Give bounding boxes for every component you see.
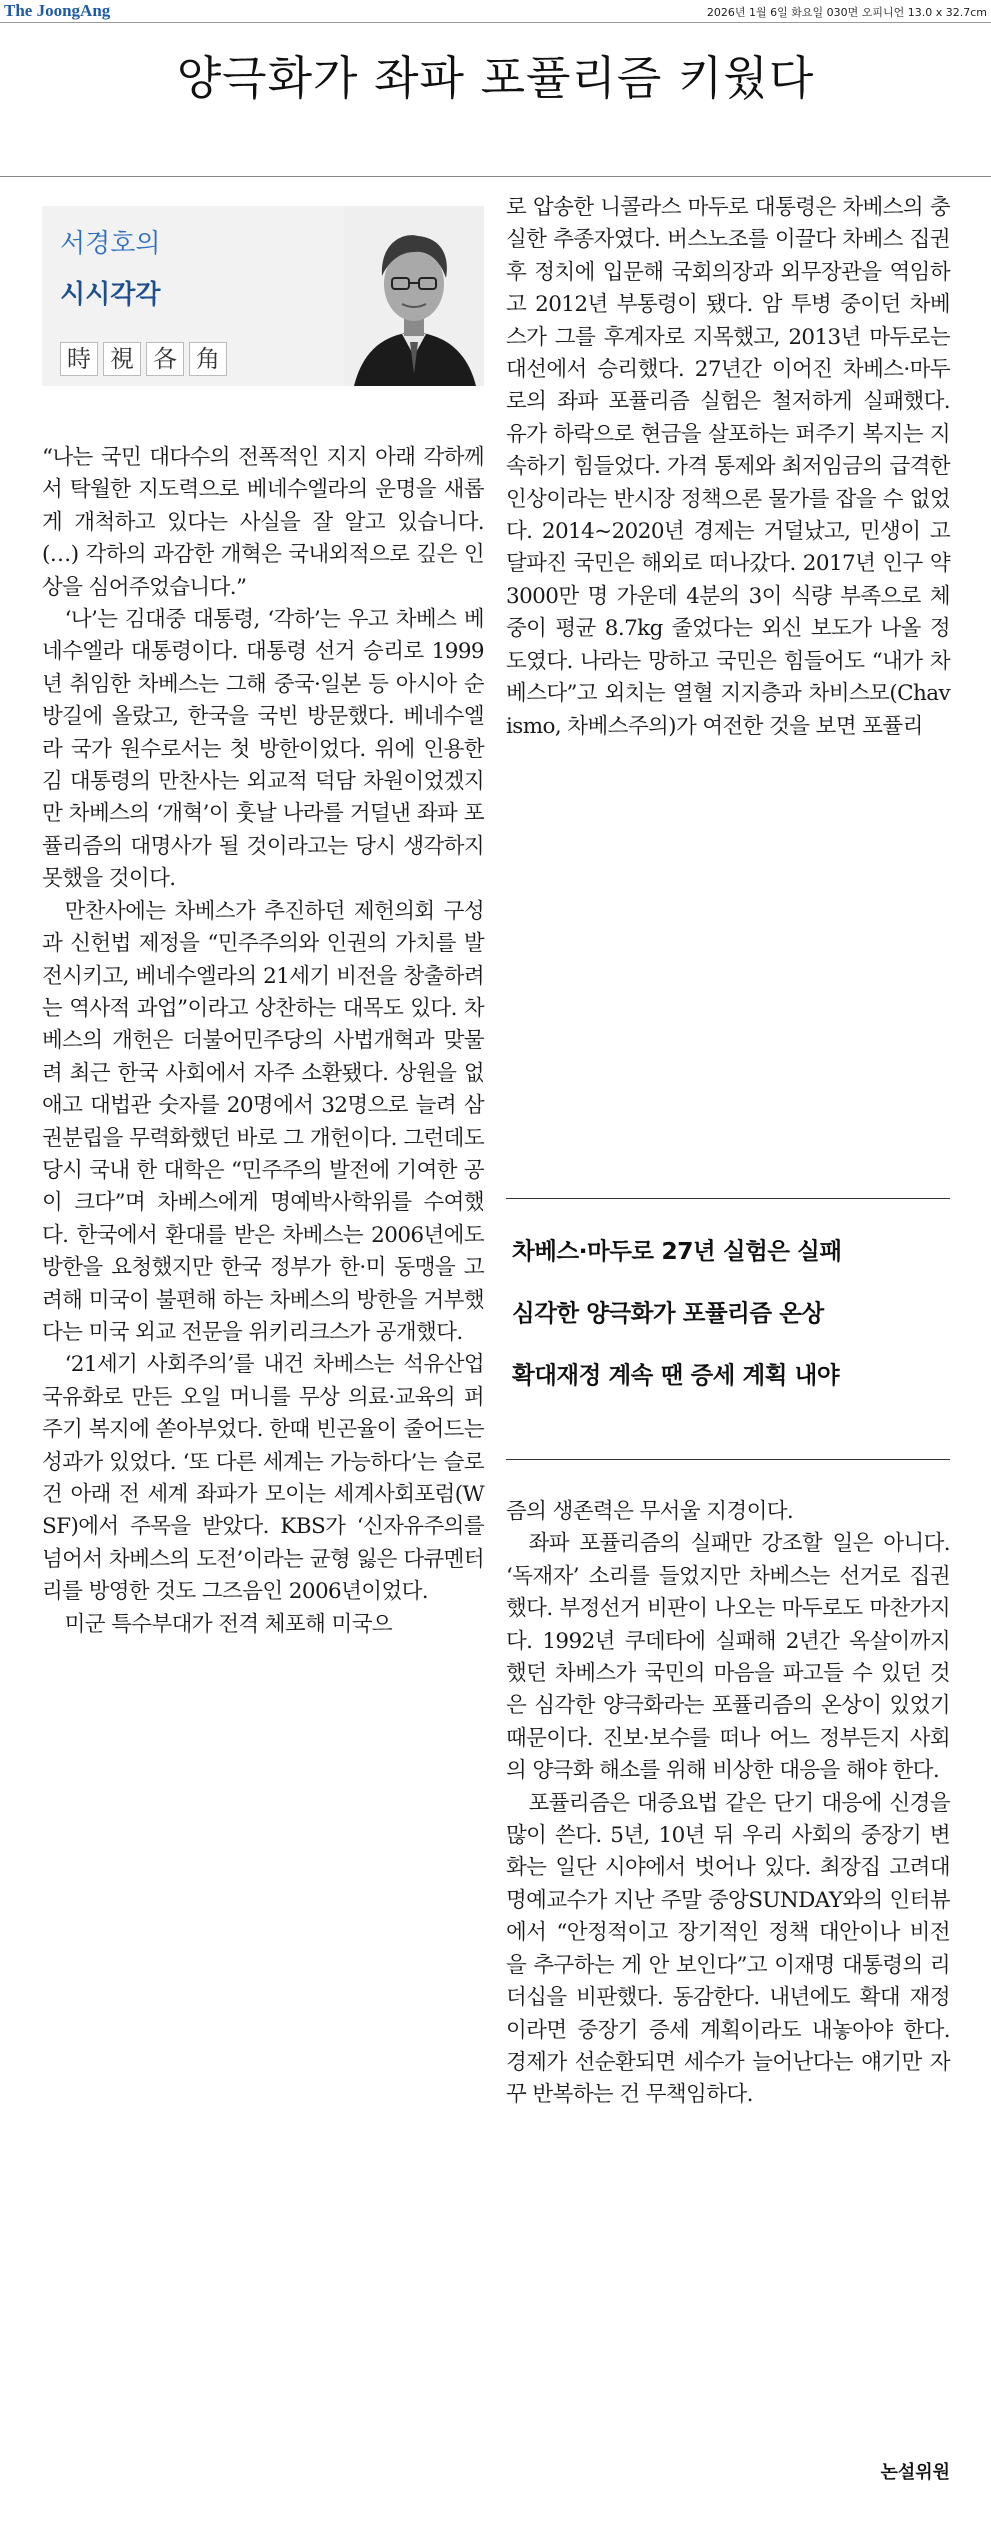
pull-quote-line: 차베스·마두로 27년 실험은 실패 [512, 1237, 842, 1265]
edition-info: 2026년 1월 6일 화요일 030면 오피니언 13.0 x 32.7cm [706, 6, 987, 19]
article-paragraph: 좌파 포퓰리즘의 실패만 강조할 일은 아니다. ‘독재자’ 소리를 들었지만 차베스는 선거로 집권했다. 부정선거 비판이 나오는 마두로도 마찬가지다. 1992년 쿠데타에 실패해 2년간 옥살이까지 했던 차베스가 국민의 마음을 파고들 수 있던 것은 심각한 양극화라는 포퓰리즘의 온상이 있었기 때문이다. 진보·보수를 떠나 어느 정부든지 사회의 양극화 해소를 위해 비상한 대응을 해야 한다. [506, 1531, 950, 1784]
headline: 양극화가 좌파 포퓰리즘 키웠다 [176, 51, 815, 105]
pull-quote-top-rule [506, 1198, 950, 1199]
pull-quote-bottom-rule [506, 1459, 950, 1460]
pull-quote-box [506, 1198, 950, 1460]
article-paragraph: 포퓰리즘은 대증요법 같은 단기 대응에 신경을 많이 쓴다. 5년, 10년 뒤 우리 사회의 중장기 변화는 일단 시야에서 벗어나 있다. 최장집 고려대 명예교수가 지난 주말 중앙SUNDAY와의 인터뷰에서 “안정적이고 장기적인 정책 대안이나 비전을 추구하는 게 안 보인다”고 이재명 대통령의 리더십을 비판했다. 동감한다. 내년에도 확대 재정이라면 중장기 증세 계획이라도 내놓아야 한다. 경제가 선순환되면 세수가 늘어난다는 얘기만 자꾸 반복하는 건 무책임하다. [506, 1790, 950, 2108]
article-paragraph: ‘21세기 사회주의’를 내건 차베스는 석유산업 국유화로 만든 오일 머니를 무상 의료·교육의 퍼주기 복지에 쏟아부었다. 한때 빈곤율이 줄어드는 성과가 있었다. ‘또 다른 세계는 가능하다’는 슬로건 아래 전 세계 좌파가 모이는 세계사회포럼(WSF)에서 주목을 받았다. KBS가 ‘신자유주의를 넘어서 차베스의 도전’이라는 균형 잃은 다큐멘터리를 방영한 것도 그즈음인 2006년이었다. [42, 1352, 484, 1605]
article-body-right-top [506, 192, 950, 743]
hanja-char: 角 [189, 342, 227, 376]
byline: 논설위원 [872, 2458, 950, 2484]
column-author-label: 서경호의 [60, 229, 161, 259]
hanja-char: 視 [103, 342, 141, 376]
article-paragraph: ‘나’는 김대중 대통령, ‘각하’는 우고 차베스 베네수엘라 대통령이다. 대통령 선거 승리로 1999년 취임한 차베스는 그해 중국·일본 등 아시아 순방길에 올랐고, 한국을 국빈 방문했다. 베네수엘라 국가 원수로서는 첫 방한이었다. 위에 인용한 김 대통령의 만찬사는 외교적 덕담 차원이었겠지만 차베스의 ‘개혁’이 훗날 나라를 거덜낸 좌파 포퓰리즘의 대명사가 될 것이라고는 당시 생각하지 못했을 것이다. [42, 607, 484, 892]
column-hanja-row [60, 342, 232, 376]
headline-divider [0, 176, 991, 177]
article-paragraph: 미군 특수부대가 전격 체포해 미국으 [64, 1611, 393, 1637]
article-paragraph: “나는 국민 대다수의 전폭적인 지지 아래 각하께서 탁월한 지도력으로 베네수엘라의 운명을 새롭게 개척하고 있다는 사실을 잘 알고 있습니다. (…) 각하의 과감한 개혁은 국내외적으로 깊은 인상을 심어주었습니다.” [42, 445, 484, 600]
article-body-right-bottom [506, 1496, 950, 2112]
author-portrait-image [344, 206, 484, 386]
article-paragraph: 로 압송한 니콜라스 마두로 대통령은 차베스의 충실한 추종자였다. 버스노조를 이끌다 차베스 집권 후 정치에 입문해 국회의장과 외무장관을 역임하고 2012년 부통령이 됐다. 암 투병 중이던 차베스가 그를 후계자로 지목했고, 2013년 마두로는 대선에서 승리했다. 27년간 이어진 차베스·마두로의 좌파 포퓰리즘 실험은 철저하게 실패했다. 유가 하락으로 현금을 살포하는 퍼주기 복지는 지속하기 힘들었다. 가격 통제와 최저임금의 급격한 인상이라는 반시장 정책으론 물가를 잡을 수 없었다. 2014~2020년 경제는 거덜났고, 민생이 고달파진 국민은 해외로 떠나갔다. 2017년 인구 약 3000만 명 가운데 4분의 3이 식량 부족으로 체중이 평균 8.7kg 줄었다는 외신 보도가 나올 정도였다. 나라는 망하고 국민은 힘들어도 “내가 차베스다”고 외치는 열혈 지지층과 차비스모(Chavismo, 차베스주의)가 여전한 것을 보면 포퓰리 [506, 195, 950, 739]
article-body-left [42, 442, 484, 1641]
hanja-char: 各 [146, 342, 184, 376]
article-paragraph: 즘의 생존력은 무서울 지경이다. [506, 1499, 794, 1524]
column-name: 시시각각 [60, 280, 161, 310]
article-paragraph: 만찬사에는 차베스가 추진하던 제헌의회 구성과 신헌법 제정을 “민주주의와 인권의 가치를 발전시키고, 베네수엘라의 21세기 비전을 창출하려는 역사적 과업”이라고 상찬하는 대목도 있다. 차베스의 개헌은 더불어민주당의 사법개혁과 맞물려 최근 한국 사회에서 자주 소환됐다. 상원을 없애고 대법관 숫자를 20명에서 32명으로 늘려 삼권분립을 무력화했던 바로 그 개헌이다. 그런데도 당시 국내 한 대학은 “민주주의 발전에 기여한 공이 크다”며 차베스에게 명예박사학위를 수여했다. 한국에서 환대를 받은 차베스는 2006년에도 방한을 요청했지만 한국 정부가 한·미 동맹을 고려해 미국이 불편해 하는 차베스의 방한을 거부했다는 미국 외교 전문을 위키리크스가 공개했다. [42, 898, 484, 1345]
column-header-box [42, 206, 484, 386]
newspaper-logo: The JoongAng [4, 1, 111, 20]
pull-quote-line: 확대재정 계속 땐 증세 계획 내야 [512, 1361, 840, 1389]
hanja-char: 時 [60, 342, 98, 376]
page-header [0, 0, 991, 23]
pull-quote-line: 심각한 양극화가 포퓰리즘 온상 [512, 1299, 824, 1327]
